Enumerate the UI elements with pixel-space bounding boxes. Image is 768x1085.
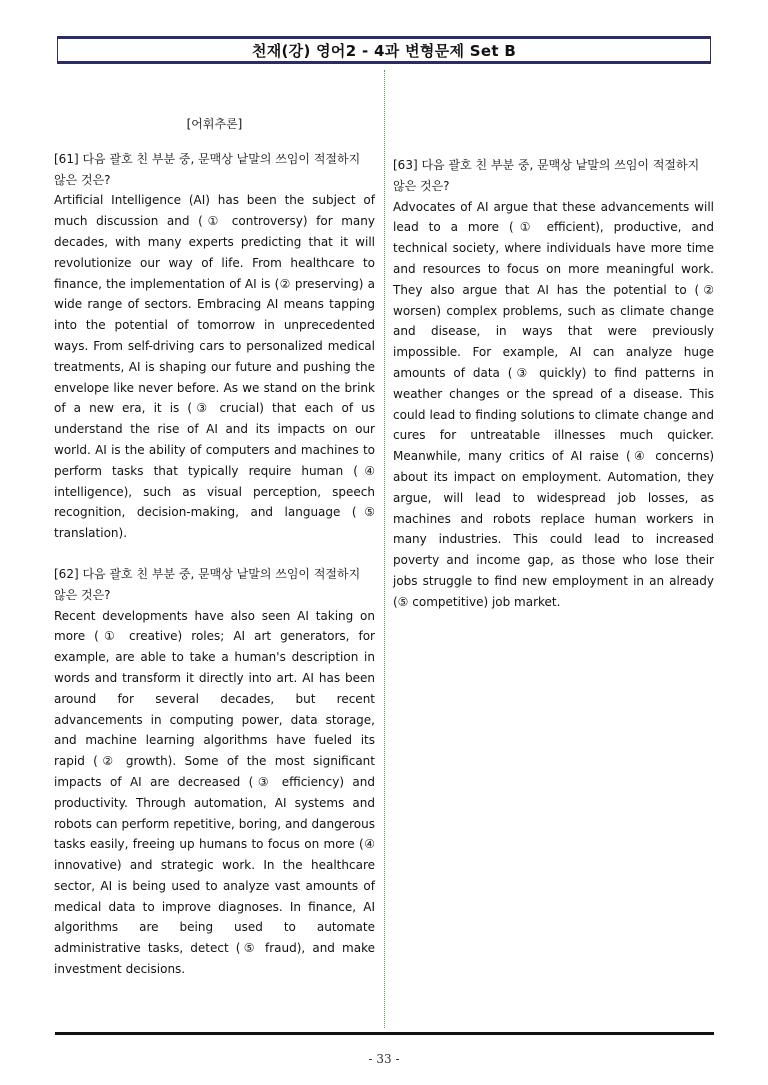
header-title-box xyxy=(57,36,711,64)
question-63-prompt: [63] 다음 괄호 친 부분 중, 문맥상 낱말의 쓰임이 적절하지 않은 것은? xyxy=(393,158,700,193)
question-61-prompt: [61] 다음 괄호 친 부분 중, 문맥상 낱말의 쓰임이 적절하지 않은 것은? xyxy=(54,151,361,187)
section-label: [어휘추론] xyxy=(186,117,243,131)
question-62-prompt: [62] 다음 괄호 친 부분 중, 문맥상 낱말의 쓰임이 적절하지 않은 것은? xyxy=(54,566,361,602)
column-divider xyxy=(384,70,385,1028)
question-61-passage: Artificial Intelligence (AI) has been the subject of much discussion and (① controversy) for many decades, with many experts predicting that it will revolutionize our way of life. From healthcare to finance, the implementation of AI is (② preserving) a wide range of sectors. Embracing AI means tapping into the potential of tomorrow in unprecedented ways. From self-driving cars to personalized medical treatments, AI is shaping our future and pushing the envelope like never before. As we stand on the brink of a new era, it is (③ crucial) that each of us understand the rise of AI and its impacts on our world. AI is the ability of computers and machines to perform tasks that typically require human (④ intelligence), such as visual perception, speech recognition, decision-making, and language (⑤ translation). xyxy=(54,193,375,541)
right-column xyxy=(393,155,714,613)
page-title: 천재(강) 영어2 - 4과 변형문제 Set B xyxy=(251,41,517,60)
left-column xyxy=(54,114,375,980)
footer-rule xyxy=(55,1032,714,1035)
page-number: - 33 - xyxy=(368,1052,400,1066)
question-62-passage: Recent developments have also seen AI taking on more (① creative) roles; AI art generators, for example, are able to take a human's description in words and transform it directly into art. AI has been around for several decades, but recent advancements in computing power, data storage, and machine learning algorithms have fueled its rapid (② growth). Some of the most significant impacts of AI are decreased (③ efficiency) and productivity. Through automation, AI systems and robots can perform repetitive, boring, and dangerous tasks easily, freeing up humans to focus on more (④ innovative) and strategic work. In the healthcare sector, AI is being used to analyze vast amounts of medical data to improve diagnoses. In finance, AI algorithms are being used to automate administrative tasks, detect (⑤ fraud), and make investment decisions. xyxy=(54,608,375,977)
question-63-passage: Advocates of AI argue that these advancements will lead to a more (① efficient), productive, and technical society, where individuals have more time and resources to focus on more meaningful work. They also argue that AI has the potential to (② worsen) complex problems, such as climate change and disease, in ways that were previously impossible. For example, AI can analyze huge amounts of data (③ quickly) to find patterns in weather changes or the spread of a disease. This could lead to finding solutions to climate change and cures for untreatable illnesses much quicker. Meanwhile, many critics of AI raise (④ concerns) about its impact on employment. Automation, they argue, will lead to widespread job losses, as machines and robots replace human workers in many industries. This could lead to increased poverty and income gap, as those who lose their jobs struggle to find new employment in an already (⑤ competitive) job market. xyxy=(393,199,714,609)
